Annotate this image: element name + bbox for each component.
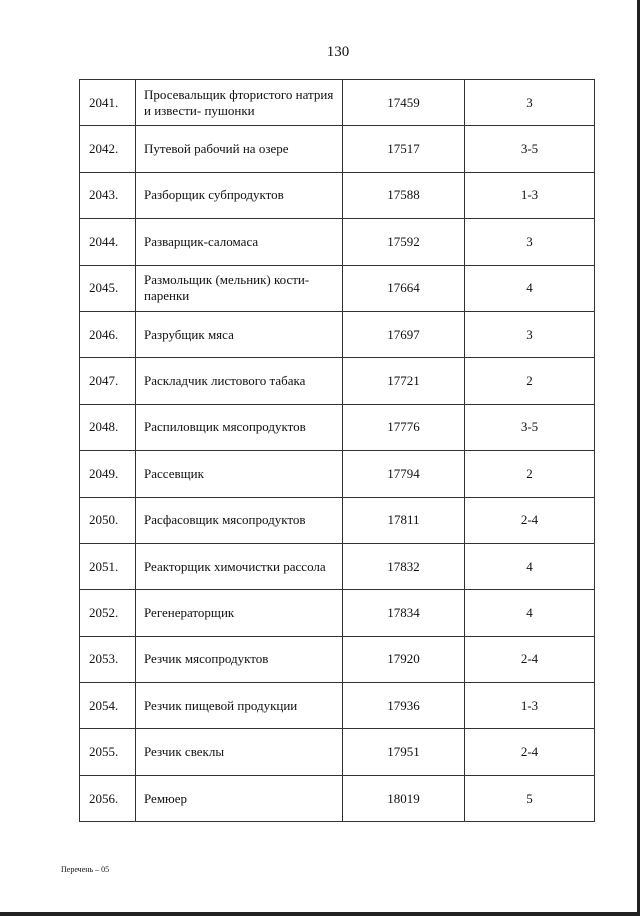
- row-number: 2052.: [80, 590, 136, 636]
- profession-name: Расфасовщик мясопродуктов: [136, 497, 343, 543]
- profession-name: Размольщик (мельник) кости-паренки: [136, 265, 343, 311]
- grade-range: 2-4: [465, 636, 595, 682]
- grade-range: 3-5: [465, 404, 595, 450]
- grade-range: 3: [465, 311, 595, 357]
- profession-code: 17459: [343, 80, 465, 126]
- table-row: [80, 404, 595, 450]
- row-number: 2042.: [80, 126, 136, 172]
- row-number: 2048.: [80, 404, 136, 450]
- profession-code: 17951: [343, 729, 465, 775]
- table-row: [80, 636, 595, 682]
- row-number: 2055.: [80, 729, 136, 775]
- table-row: [80, 543, 595, 589]
- row-number: 2043.: [80, 172, 136, 218]
- profession-code: 18019: [343, 775, 465, 821]
- table-row: [80, 775, 595, 821]
- profession-name: Рассевщик: [136, 451, 343, 497]
- profession-name: Разварщик-саломаса: [136, 219, 343, 265]
- table-row: [80, 311, 595, 357]
- table-row: [80, 590, 595, 636]
- professions-table: [79, 79, 595, 822]
- grade-range: 4: [465, 265, 595, 311]
- profession-code: 17664: [343, 265, 465, 311]
- profession-code: 17592: [343, 219, 465, 265]
- row-number: 2056.: [80, 775, 136, 821]
- row-number: 2050.: [80, 497, 136, 543]
- table-row: [80, 172, 595, 218]
- grade-range: 1-3: [465, 172, 595, 218]
- profession-name: Резчик мясопродуктов: [136, 636, 343, 682]
- grade-range: 3-5: [465, 126, 595, 172]
- row-number: 2054.: [80, 683, 136, 729]
- grade-range: 3: [465, 80, 595, 126]
- table-row: [80, 729, 595, 775]
- table-row: [80, 265, 595, 311]
- row-number: 2053.: [80, 636, 136, 682]
- profession-name: Разрубщик мяса: [136, 311, 343, 357]
- row-number: 2045.: [80, 265, 136, 311]
- grade-range: 4: [465, 543, 595, 589]
- profession-code: 17832: [343, 543, 465, 589]
- profession-code: 17517: [343, 126, 465, 172]
- row-number: 2049.: [80, 451, 136, 497]
- profession-name: Ремюер: [136, 775, 343, 821]
- table-row: [80, 497, 595, 543]
- row-number: 2041.: [80, 80, 136, 126]
- page-number: 130: [326, 44, 350, 60]
- row-number: 2047.: [80, 358, 136, 404]
- grade-range: 2-4: [465, 729, 595, 775]
- grade-range: 1-3: [465, 683, 595, 729]
- table-row: [80, 126, 595, 172]
- row-number: 2044.: [80, 219, 136, 265]
- profession-name: Путевой рабочий на озере: [136, 126, 343, 172]
- profession-name: Просевальщик фтористого натрия и извести- пушонки: [136, 80, 343, 126]
- table-row: [80, 451, 595, 497]
- row-number: 2051.: [80, 543, 136, 589]
- profession-code: 17697: [343, 311, 465, 357]
- row-number: 2046.: [80, 311, 136, 357]
- table-row: [80, 358, 595, 404]
- profession-name: Резчик пищевой продукции: [136, 683, 343, 729]
- table-row: [80, 219, 595, 265]
- grade-range: 4: [465, 590, 595, 636]
- profession-code: 17811: [343, 497, 465, 543]
- profession-code: 17776: [343, 404, 465, 450]
- profession-name: Резчик свеклы: [136, 729, 343, 775]
- profession-code: 17721: [343, 358, 465, 404]
- grade-range: 2: [465, 358, 595, 404]
- profession-name: Разборщик субпродуктов: [136, 172, 343, 218]
- profession-code: 17588: [343, 172, 465, 218]
- profession-name: Регенераторщик: [136, 590, 343, 636]
- profession-code: 17920: [343, 636, 465, 682]
- grade-range: 2-4: [465, 497, 595, 543]
- profession-code: 17794: [343, 451, 465, 497]
- grade-range: 5: [465, 775, 595, 821]
- profession-code: 17834: [343, 590, 465, 636]
- grade-range: 2: [465, 451, 595, 497]
- table-row: [80, 683, 595, 729]
- grade-range: 3: [465, 219, 595, 265]
- profession-code: 17936: [343, 683, 465, 729]
- footer-text: Перечень – 05: [61, 865, 110, 874]
- profession-name: Распиловщик мясопродуктов: [136, 404, 343, 450]
- table-body: [80, 80, 595, 822]
- table-row: [80, 80, 595, 126]
- profession-name: Реакторщик химочистки рассола: [136, 543, 343, 589]
- profession-name: Раскладчик листового табака: [136, 358, 343, 404]
